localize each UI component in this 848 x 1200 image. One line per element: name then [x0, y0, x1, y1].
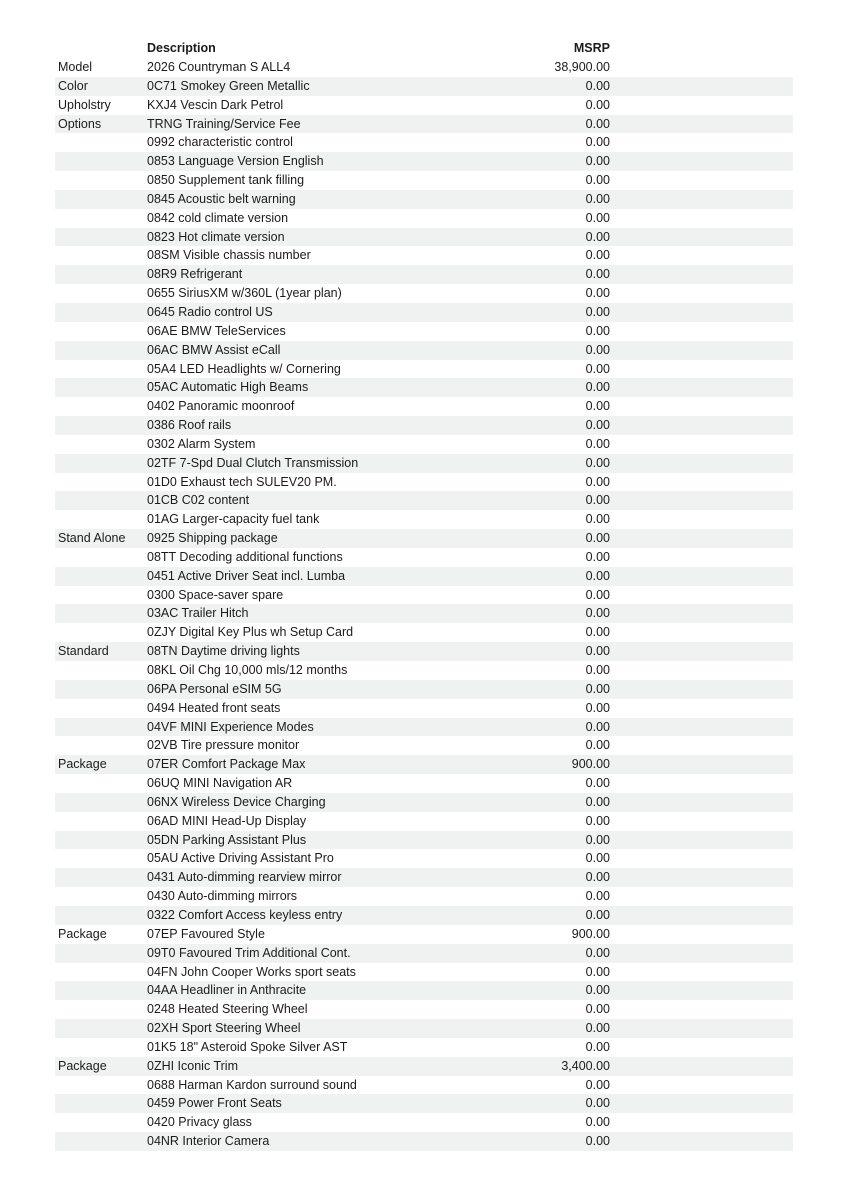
table-row: [55, 1094, 793, 1113]
spacer-cell: [610, 812, 793, 831]
description-cell: 0420 Privacy glass: [147, 1115, 252, 1130]
spacer-cell: [610, 1019, 793, 1038]
description-cell: 08TN Daytime driving lights: [147, 644, 300, 659]
category-cell: [55, 360, 147, 379]
spacer-cell: [610, 642, 793, 661]
description-cell: 0494 Heated front seats: [147, 700, 281, 715]
category-cell: [55, 1132, 147, 1151]
spacer-cell: [610, 1113, 793, 1132]
category-cell: [55, 1038, 147, 1057]
category-cell: [55, 171, 147, 190]
category-cell: Model: [58, 60, 93, 74]
description-cell: 0925 Shipping package: [147, 531, 278, 546]
table-body: [55, 58, 793, 1151]
description-cell: 0823 Hot climate version: [147, 229, 285, 244]
table-row: [55, 77, 793, 96]
category-cell: [55, 322, 147, 341]
msrp-cell: 0.00: [585, 776, 610, 791]
category-cell: [55, 963, 147, 982]
msrp-cell: 900.00: [571, 926, 610, 941]
msrp-cell: 0.00: [585, 700, 610, 715]
spacer-cell: [610, 190, 793, 209]
msrp-cell: 0.00: [585, 380, 610, 395]
msrp-cell: 0.00: [585, 1021, 610, 1036]
spacer-cell: [610, 58, 793, 77]
spacer-cell: [610, 793, 793, 812]
category-cell: [55, 718, 147, 737]
table-row: [55, 1132, 793, 1151]
msrp-cell: 0.00: [585, 323, 610, 338]
description-cell: 08SM Visible chassis number: [147, 248, 311, 263]
table-row: [55, 718, 793, 737]
category-cell: [55, 378, 147, 397]
msrp-cell: 0.00: [585, 625, 610, 640]
table-row: [55, 1076, 793, 1095]
msrp-cell: 0.00: [585, 248, 610, 263]
table-row: [55, 604, 793, 623]
msrp-cell: 0.00: [585, 493, 610, 508]
spacer-cell: [610, 567, 793, 586]
table-row: [55, 849, 793, 868]
spacer-cell: [610, 868, 793, 887]
description-cell: 2026 Countryman S ALL4: [147, 60, 291, 74]
table-row: [55, 58, 793, 77]
description-cell: 06NX Wireless Device Charging: [147, 794, 326, 809]
table-row: [55, 925, 793, 944]
table-row: [55, 755, 793, 774]
table-row: [55, 1038, 793, 1057]
description-cell: 0655 SiriusXM w/360L (1year plan): [147, 286, 342, 301]
spacer-cell: [610, 228, 793, 247]
spacer-cell: [610, 887, 793, 906]
category-cell: [55, 661, 147, 680]
vehicle-options-document: [55, 39, 793, 1151]
msrp-cell: 0.00: [585, 663, 610, 677]
description-cell: 0459 Power Front Seats: [147, 1096, 282, 1111]
msrp-cell: 0.00: [585, 870, 610, 885]
msrp-cell: 0.00: [585, 549, 610, 564]
spacer-cell: [610, 680, 793, 699]
spacer-cell: [610, 322, 793, 341]
spacer-cell: [610, 1038, 793, 1057]
msrp-cell: 3,400.00: [561, 1058, 610, 1073]
msrp-cell: 0.00: [585, 512, 610, 527]
table-row: [55, 190, 793, 209]
spacer-cell: [610, 849, 793, 868]
category-cell: [55, 981, 147, 1000]
msrp-column-header: MSRP: [573, 41, 610, 56]
description-cell: 0248 Heated Steering Wheel: [147, 1002, 308, 1017]
description-cell: 0992 characteristic control: [147, 135, 293, 150]
description-cell: 01D0 Exhaust tech SULEV20 PM.: [147, 474, 337, 489]
description-cell: 06AC BMW Assist eCall: [147, 342, 281, 357]
description-cell: 03AC Trailer Hitch: [147, 606, 249, 621]
category-cell: [55, 906, 147, 925]
category-cell: [55, 510, 147, 529]
spacer-cell: [610, 623, 793, 642]
category-cell: [55, 190, 147, 209]
spacer-cell: [610, 586, 793, 605]
description-cell: 08KL Oil Chg 10,000 mls/12 months: [147, 663, 348, 677]
description-cell: 0322 Comfort Access keyless entry: [147, 907, 343, 922]
spacer-cell: [610, 548, 793, 567]
msrp-cell: 0.00: [585, 813, 610, 828]
description-cell: 08R9 Refrigerant: [147, 267, 243, 282]
category-cell: [55, 246, 147, 265]
category-cell: [55, 152, 147, 171]
category-cell: [55, 1019, 147, 1038]
spacer-cell: [610, 944, 793, 963]
msrp-cell: 38,900.00: [554, 60, 610, 74]
category-cell: [55, 1113, 147, 1132]
description-cell: 08TT Decoding additional functions: [147, 549, 343, 564]
table-row: [55, 567, 793, 586]
msrp-cell: 0.00: [585, 267, 610, 282]
category-cell: [55, 435, 147, 454]
table-row: [55, 642, 793, 661]
msrp-cell: 0.00: [585, 474, 610, 489]
description-cell: 0845 Acoustic belt warning: [147, 191, 296, 206]
description-cell: 07EP Favoured Style: [147, 926, 265, 941]
spacer-cell: [610, 981, 793, 1000]
msrp-cell: 0.00: [585, 191, 610, 206]
spacer-cell: [610, 491, 793, 510]
msrp-cell: 0.00: [585, 531, 610, 546]
spacer-cell: [610, 397, 793, 416]
table-row: [55, 548, 793, 567]
spacer-cell: [610, 774, 793, 793]
table-row: [55, 774, 793, 793]
category-cell: Stand Alone: [58, 531, 126, 546]
spacer-cell: [610, 246, 793, 265]
description-cell: 06AD MINI Head-Up Display: [147, 813, 307, 828]
vehicle-options-table: [55, 39, 793, 1151]
table-row: [55, 473, 793, 492]
description-cell: 0386 Roof rails: [147, 418, 232, 433]
spacer-cell: [610, 1057, 793, 1076]
spacer-cell: [610, 906, 793, 925]
description-cell: 07ER Comfort Package Max: [147, 757, 306, 772]
spacer-cell: [610, 473, 793, 492]
msrp-cell: 0.00: [585, 1134, 610, 1149]
spacer-cell: [610, 699, 793, 718]
msrp-cell: 0.00: [585, 1115, 610, 1130]
category-cell: [55, 1000, 147, 1019]
msrp-cell: 0.00: [585, 342, 610, 357]
table-row: [55, 906, 793, 925]
description-cell: 0451 Active Driver Seat incl. Lumba: [147, 568, 346, 583]
description-cell: 0300 Space-saver spare: [147, 587, 284, 602]
msrp-cell: 0.00: [585, 945, 610, 960]
category-cell: [55, 284, 147, 303]
table-row: [55, 152, 793, 171]
table-row: [55, 265, 793, 284]
category-cell: [55, 303, 147, 322]
msrp-cell: 0.00: [585, 210, 610, 225]
description-cell: 01AG Larger-capacity fuel tank: [147, 512, 320, 527]
description-cell: 0402 Panoramic moonroof: [147, 399, 295, 414]
category-cell: [55, 774, 147, 793]
spacer-cell: [610, 963, 793, 982]
table-row: [55, 963, 793, 982]
spacer-cell: [610, 604, 793, 623]
category-cell: [55, 887, 147, 906]
description-cell: 0302 Alarm System: [147, 436, 256, 451]
msrp-cell: 0.00: [585, 455, 610, 470]
table-row: [55, 887, 793, 906]
category-cell: [55, 868, 147, 887]
category-cell: [55, 548, 147, 567]
spacer-cell: [610, 454, 793, 473]
table-row: [55, 1019, 793, 1038]
spacer-cell: [610, 529, 793, 548]
spacer-cell: [610, 1000, 793, 1019]
spacer-cell: [610, 736, 793, 755]
description-cell: 06AE BMW TeleServices: [147, 323, 286, 338]
msrp-cell: 0.00: [585, 587, 610, 602]
table-row: [55, 341, 793, 360]
category-cell: Package: [58, 757, 107, 772]
table-row: [55, 623, 793, 642]
table-row: [55, 529, 793, 548]
table-row: [55, 133, 793, 152]
table-row: [55, 397, 793, 416]
msrp-cell: 0.00: [585, 304, 610, 319]
category-column-header: [55, 39, 147, 58]
description-cell: 01CB C02 content: [147, 493, 250, 508]
category-cell: [55, 341, 147, 360]
table-row: [55, 680, 793, 699]
msrp-cell: 0.00: [585, 851, 610, 866]
msrp-cell: 0.00: [585, 681, 610, 696]
table-row: [55, 360, 793, 379]
description-cell: 0645 Radio control US: [147, 304, 273, 319]
spacer-cell: [610, 1132, 793, 1151]
msrp-cell: 0.00: [585, 1039, 610, 1054]
spacer-cell: [610, 718, 793, 737]
table-row: [55, 981, 793, 1000]
msrp-cell: 0.00: [585, 719, 610, 734]
category-cell: [55, 849, 147, 868]
category-cell: [55, 397, 147, 416]
category-cell: [55, 793, 147, 812]
spacer-cell: [610, 96, 793, 115]
msrp-cell: 0.00: [585, 173, 610, 188]
category-cell: [55, 699, 147, 718]
description-cell: 05AC Automatic High Beams: [147, 380, 309, 395]
table-row: [55, 831, 793, 850]
table-row: [55, 1113, 793, 1132]
spacer-cell: [610, 303, 793, 322]
table-row: [55, 699, 793, 718]
description-cell: TRNG Training/Service Fee: [147, 116, 301, 131]
spacer-cell: [610, 378, 793, 397]
msrp-cell: 0.00: [585, 78, 610, 93]
msrp-cell: 0.00: [585, 568, 610, 583]
spacer-cell: [610, 1094, 793, 1113]
spacer-cell: [610, 755, 793, 774]
category-cell: [55, 1076, 147, 1095]
spacer-cell: [610, 661, 793, 680]
description-cell: 0850 Supplement tank filling: [147, 173, 305, 188]
description-cell: 0842 cold climate version: [147, 210, 289, 225]
table-row: [55, 661, 793, 680]
category-cell: Package: [58, 1058, 107, 1073]
category-cell: [55, 265, 147, 284]
spacer-cell: [610, 171, 793, 190]
spacer-cell: [610, 209, 793, 228]
table-row: [55, 793, 793, 812]
msrp-cell: 0.00: [585, 116, 610, 131]
category-cell: [55, 812, 147, 831]
msrp-cell: 0.00: [585, 1077, 610, 1092]
spacer-cell: [610, 133, 793, 152]
spacer-cell: [610, 435, 793, 454]
msrp-cell: 0.00: [585, 399, 610, 414]
table-row: [55, 812, 793, 831]
category-cell: Options: [58, 116, 102, 131]
category-cell: [55, 473, 147, 492]
msrp-cell: 0.00: [585, 154, 610, 169]
table-row: [55, 586, 793, 605]
table-row: [55, 491, 793, 510]
table-row: [55, 171, 793, 190]
msrp-cell: 0.00: [585, 832, 610, 847]
table-row: [55, 736, 793, 755]
description-cell: 05AU Active Driving Assistant Pro: [147, 851, 334, 866]
category-cell: Color: [58, 78, 88, 93]
table-row: [55, 944, 793, 963]
table-row: [55, 454, 793, 473]
spacer-cell: [610, 1076, 793, 1095]
description-cell: 05A4 LED Headlights w/ Cornering: [147, 361, 341, 376]
description-cell: 02VB Tire pressure monitor: [147, 738, 300, 753]
msrp-cell: 0.00: [585, 1096, 610, 1111]
description-cell: 04FN John Cooper Works sport seats: [147, 964, 356, 979]
description-cell: 0ZHI Iconic Trim: [147, 1058, 238, 1073]
msrp-cell: 0.00: [585, 606, 610, 621]
category-cell: [55, 209, 147, 228]
category-cell: [55, 623, 147, 642]
msrp-cell: 0.00: [585, 1002, 610, 1017]
msrp-cell: 0.00: [585, 964, 610, 979]
table-row: [55, 246, 793, 265]
description-cell: 02TF 7-Spd Dual Clutch Transmission: [147, 455, 359, 470]
description-cell: 04AA Headliner in Anthracite: [147, 983, 307, 998]
msrp-cell: 0.00: [585, 983, 610, 998]
table-header-row: [55, 39, 793, 58]
category-cell: [55, 416, 147, 435]
description-cell: KXJ4 Vescin Dark Petrol: [147, 97, 284, 112]
table-row: [55, 96, 793, 115]
spacer-cell: [610, 360, 793, 379]
category-cell: [55, 736, 147, 755]
description-cell: 05DN Parking Assistant Plus: [147, 832, 307, 847]
description-cell: 04NR Interior Camera: [147, 1134, 270, 1149]
msrp-cell: 0.00: [585, 436, 610, 451]
description-cell: 0430 Auto-dimming mirrors: [147, 889, 298, 904]
table-row: [55, 868, 793, 887]
spacer-cell: [610, 77, 793, 96]
msrp-cell: 0.00: [585, 738, 610, 753]
category-cell: [55, 567, 147, 586]
description-cell: 04VF MINI Experience Modes: [147, 719, 314, 734]
msrp-cell: 900.00: [571, 757, 610, 772]
category-cell: [55, 133, 147, 152]
table-row: [55, 115, 793, 134]
category-cell: [55, 228, 147, 247]
msrp-cell: 0.00: [585, 794, 610, 809]
table-row: [55, 1000, 793, 1019]
description-cell: 0853 Language Version English: [147, 154, 324, 169]
msrp-cell: 0.00: [585, 135, 610, 150]
table-row: [55, 435, 793, 454]
category-cell: [55, 680, 147, 699]
msrp-cell: 0.00: [585, 361, 610, 376]
spacer-column-header: [610, 39, 793, 58]
msrp-cell: 0.00: [585, 889, 610, 904]
description-column-header: Description: [147, 41, 216, 56]
spacer-cell: [610, 284, 793, 303]
table-row: [55, 284, 793, 303]
category-cell: Standard: [58, 644, 109, 659]
category-cell: Package: [58, 926, 107, 941]
table-row: [55, 416, 793, 435]
description-cell: 0688 Harman Kardon surround sound: [147, 1077, 357, 1092]
table-row: [55, 209, 793, 228]
table-row: [55, 228, 793, 247]
table-row: [55, 303, 793, 322]
description-cell: 0C71 Smokey Green Metallic: [147, 78, 310, 93]
spacer-cell: [610, 925, 793, 944]
description-cell: 06PA Personal eSIM 5G: [147, 681, 282, 696]
category-cell: Upholstry: [58, 97, 111, 112]
spacer-cell: [610, 265, 793, 284]
description-cell: 09T0 Favoured Trim Additional Cont.: [147, 945, 351, 960]
description-cell: 01K5 18" Asteroid Spoke Silver AST: [147, 1039, 348, 1054]
spacer-cell: [610, 416, 793, 435]
table-row: [55, 378, 793, 397]
category-cell: [55, 604, 147, 623]
msrp-cell: 0.00: [585, 907, 610, 922]
table-row: [55, 510, 793, 529]
table-row: [55, 322, 793, 341]
spacer-cell: [610, 152, 793, 171]
category-cell: [55, 491, 147, 510]
msrp-cell: 0.00: [585, 229, 610, 244]
table-row: [55, 1057, 793, 1076]
description-cell: 06UQ MINI Navigation AR: [147, 776, 293, 791]
category-cell: [55, 944, 147, 963]
spacer-cell: [610, 831, 793, 850]
description-cell: 02XH Sport Steering Wheel: [147, 1021, 301, 1036]
msrp-cell: 0.00: [585, 97, 610, 112]
category-cell: [55, 454, 147, 473]
category-cell: [55, 586, 147, 605]
spacer-cell: [610, 510, 793, 529]
description-cell: 0ZJY Digital Key Plus wh Setup Card: [147, 625, 354, 640]
spacer-cell: [610, 115, 793, 134]
msrp-cell: 0.00: [585, 418, 610, 433]
msrp-cell: 0.00: [585, 644, 610, 659]
category-cell: [55, 1094, 147, 1113]
msrp-cell: 0.00: [585, 286, 610, 301]
category-cell: [55, 831, 147, 850]
description-cell: 0431 Auto-dimming rearview mirror: [147, 870, 342, 885]
spacer-cell: [610, 341, 793, 360]
